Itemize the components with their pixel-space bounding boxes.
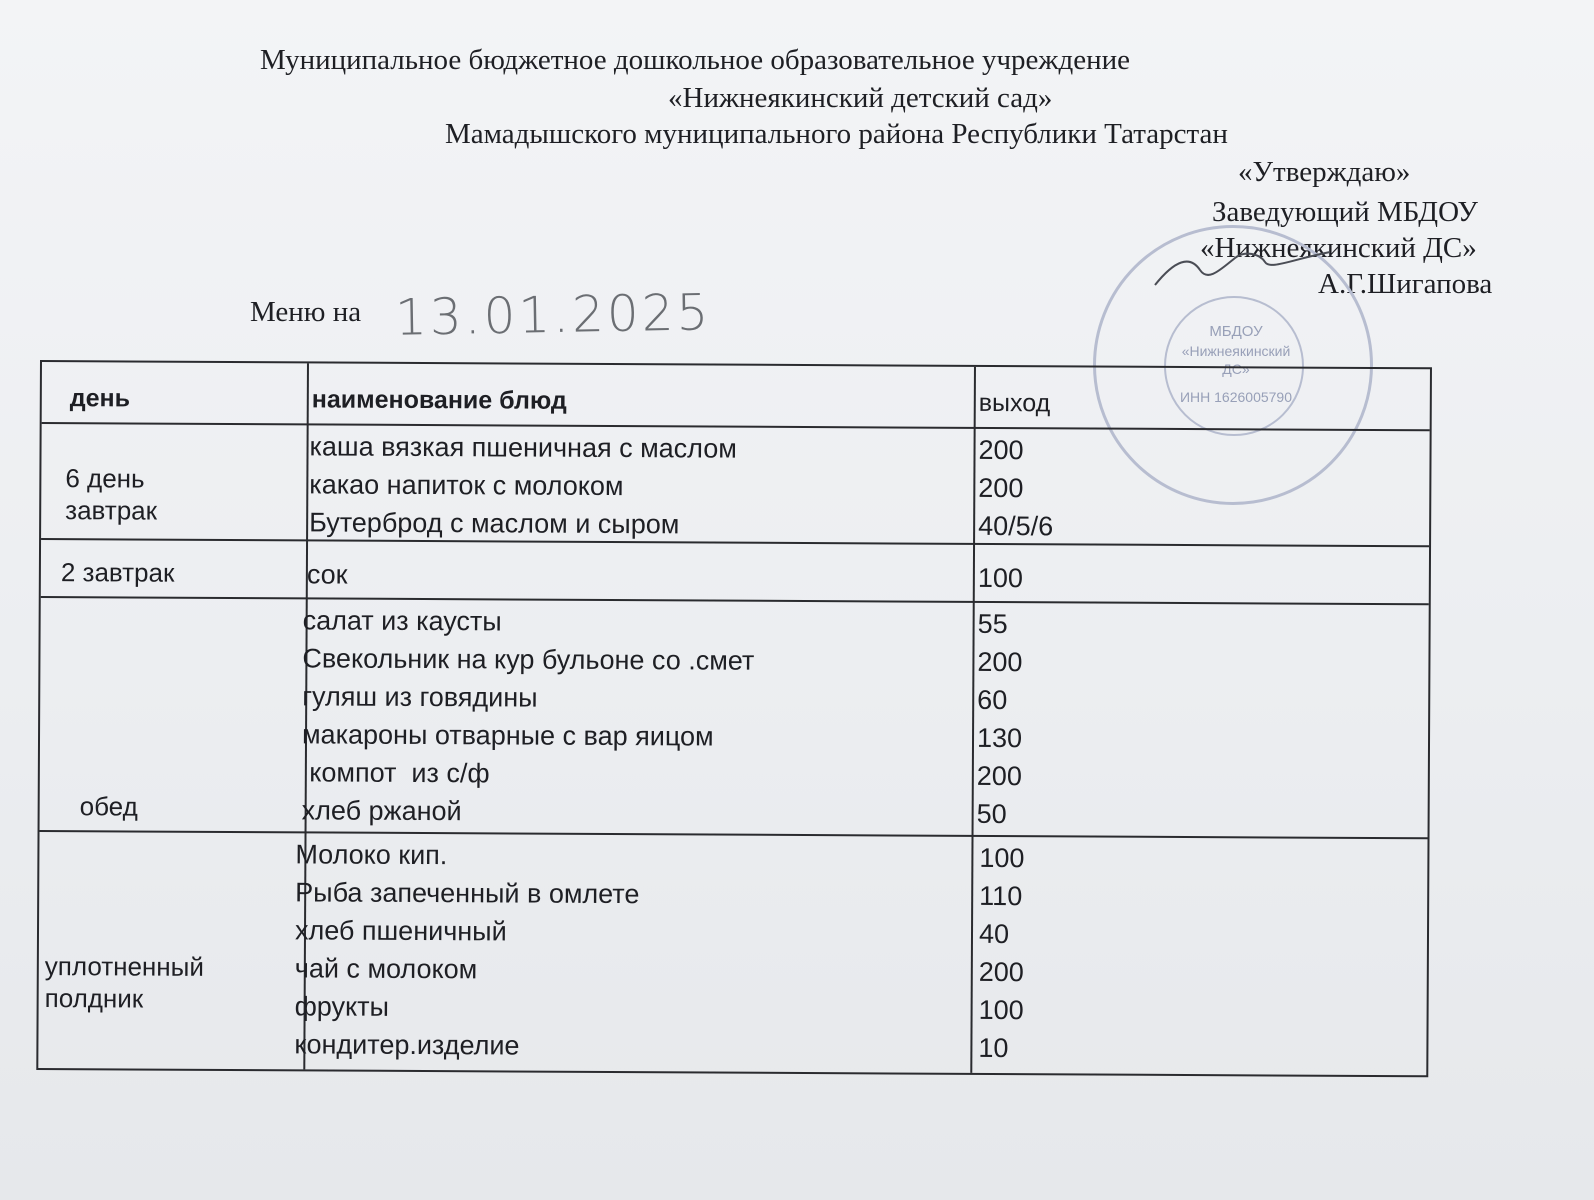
menu-table bbox=[36, 360, 1432, 1077]
dish-item: Бутерброд с маслом и сыром bbox=[309, 507, 680, 540]
yield-item: 110 bbox=[979, 880, 1023, 912]
dish-item: сок bbox=[306, 559, 348, 590]
dish-item: фрукты bbox=[294, 991, 390, 1022]
dish-item: чай с молоком bbox=[294, 953, 478, 985]
stamp-center-line3: ДС» bbox=[1222, 361, 1250, 377]
dish-list bbox=[302, 601, 755, 831]
header-day: день bbox=[69, 384, 131, 413]
district-name: Мамадышского муниципального района Республики Татарстан bbox=[445, 118, 1228, 150]
yield-list bbox=[978, 559, 1023, 597]
dish-item: гуляш из говядины bbox=[302, 681, 538, 713]
yield-item: 130 bbox=[976, 722, 1023, 754]
approval-org: «Нижнеякинский ДС» bbox=[1200, 232, 1477, 264]
yield-item: 10 bbox=[978, 1032, 1009, 1064]
kindergarten-name: «Нижнеякинский детский сад» bbox=[668, 82, 1053, 114]
dish-item: Рыба запеченный в омлете bbox=[295, 877, 640, 910]
yield-item: 60 bbox=[977, 684, 1008, 716]
stamp-center-line1: МБДОУ bbox=[1209, 323, 1263, 340]
dish-item: хлеб ржаной bbox=[301, 795, 462, 827]
dish-item: каша вязкая пшеничная с маслом bbox=[309, 431, 737, 464]
stamp-center-line2: «Нижнеякинский bbox=[1181, 343, 1291, 359]
day-label: 6 день завтрак bbox=[65, 463, 158, 526]
table-row-afternoon-snack bbox=[38, 830, 1427, 1077]
header-yield: выход bbox=[978, 388, 1051, 418]
yield-list bbox=[977, 605, 1023, 833]
yield-item: 100 bbox=[979, 842, 1025, 874]
dish-list bbox=[309, 427, 737, 543]
dish-item: компот из с/ф bbox=[301, 757, 490, 789]
yield-item: 200 bbox=[976, 760, 1022, 792]
yield-item: 100 bbox=[978, 994, 1024, 1026]
day-label: уплотненный полдник bbox=[44, 951, 204, 1014]
yield-item: 200 bbox=[978, 956, 1024, 988]
table-row-second-breakfast bbox=[41, 538, 1429, 605]
header-dish: наименование блюд bbox=[311, 385, 567, 415]
approval-name: А.Г.Шигапова bbox=[1318, 268, 1493, 300]
dish-item: Молоко кип. bbox=[295, 839, 448, 871]
table-header-row bbox=[42, 362, 1430, 429]
dish-item: макароны отварные с вар яицом bbox=[301, 719, 714, 752]
table-row-lunch bbox=[40, 596, 1429, 839]
day-label: обед bbox=[79, 791, 138, 822]
yield-item: 50 bbox=[976, 798, 1007, 830]
approval-position: Заведующий МБДОУ bbox=[1212, 196, 1478, 228]
yield-item: 200 bbox=[978, 472, 1024, 504]
dish-item: кондитер.изделие bbox=[294, 1029, 520, 1061]
dish-item: Свекольник на кур бульоне со .смет bbox=[302, 643, 755, 676]
signature-icon bbox=[1150, 240, 1350, 300]
menu-label: Меню на bbox=[250, 296, 362, 328]
table-row-breakfast bbox=[41, 422, 1430, 547]
approval-title: «Утверждаю» bbox=[1238, 156, 1411, 188]
yield-item: 55 bbox=[977, 608, 1008, 640]
menu-date-handwritten: 13.01.2025 bbox=[394, 283, 712, 347]
yield-list bbox=[978, 431, 1054, 545]
day-label: 2 завтрак bbox=[60, 557, 175, 588]
institution-name: Муниципальное бюджетное дошкольное образовательное учреждение bbox=[260, 44, 1130, 76]
dish-item: салат из каусты bbox=[302, 605, 502, 637]
dish-item: какао напиток с молоком bbox=[309, 469, 624, 502]
stamp-inn: ИНН 1626005790 bbox=[1179, 389, 1293, 405]
yield-item: 40 bbox=[978, 918, 1010, 950]
yield-item: 200 bbox=[977, 646, 1023, 678]
dish-list bbox=[294, 835, 639, 1065]
yield-list bbox=[978, 839, 1024, 1067]
dish-list bbox=[307, 555, 348, 593]
dish-item: хлеб пшеничный bbox=[294, 915, 507, 947]
yield-item: 100 bbox=[977, 562, 1024, 594]
yield-item: 200 bbox=[978, 434, 1024, 466]
yield-item: 40/5/6 bbox=[978, 510, 1054, 542]
